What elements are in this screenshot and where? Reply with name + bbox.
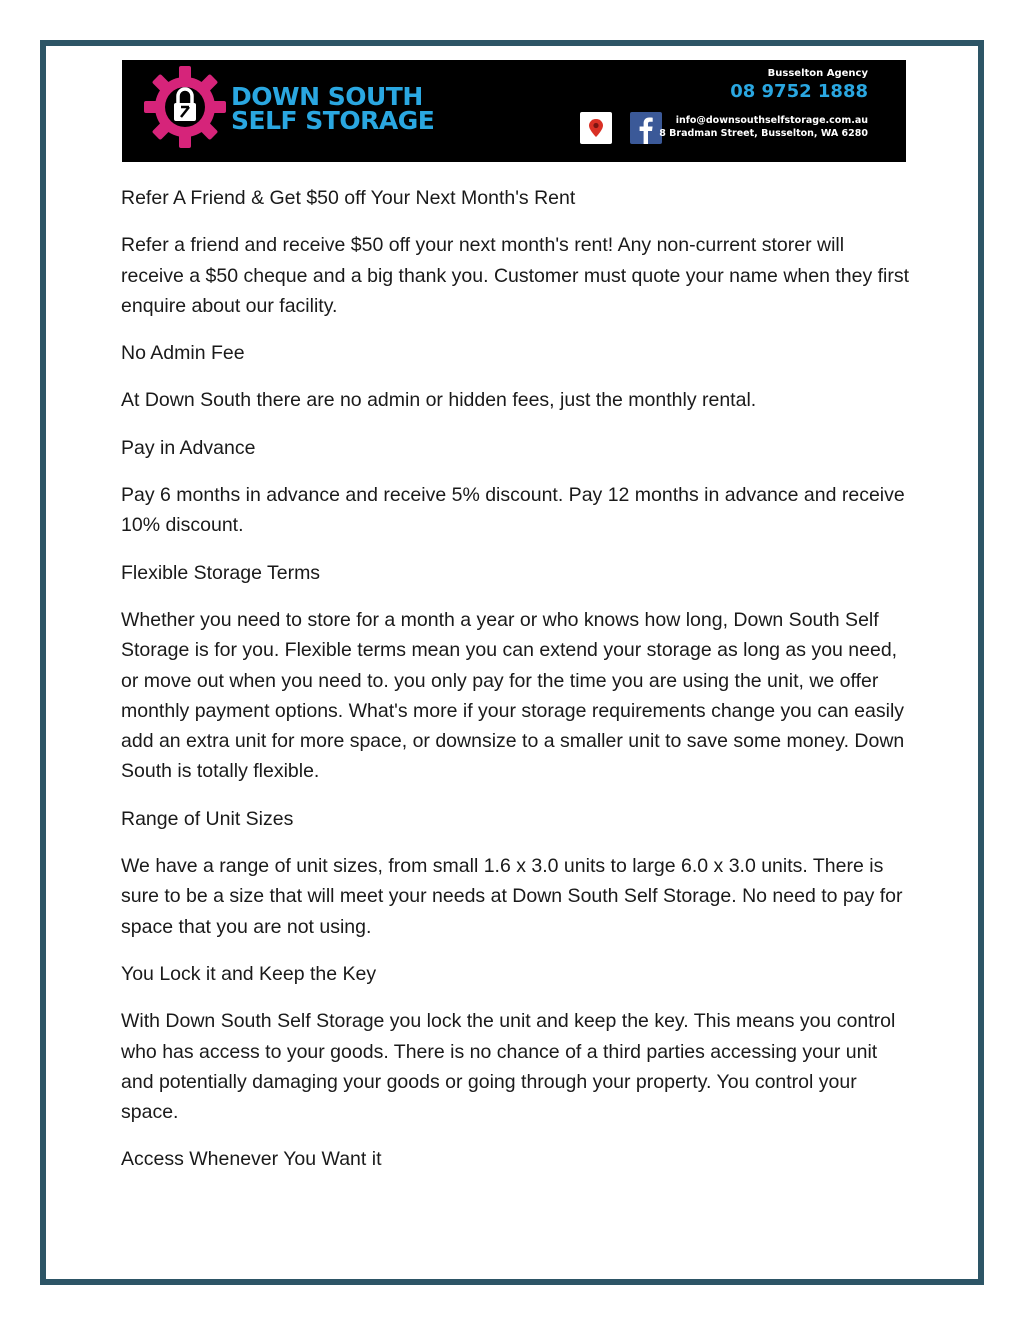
section-heading: Range of Unit Sizes (121, 807, 294, 830)
facebook-icon[interactable] (630, 112, 662, 144)
section-body: Whether you need to store for a month a year or who knows how long, Down South Self Storage is for you. Flexible terms mean you can extend your storage as long as you need, or move out when you need to. you only pay for the time you are using the unit, we offer monthly payment options. What's more if your storage requirements change you can easily add an extra unit for more space, or downsize to a smaller unit to save some money. Down South is totally flexible. (121, 608, 905, 783)
email-address[interactable]: info@downsouthselfstorage.com.au (675, 115, 868, 126)
agency-label: Busselton Agency (767, 68, 868, 79)
street-address: 8 Bradman Street, Busselton, WA 6280 (659, 128, 868, 139)
section-heading: No Admin Fee (121, 342, 245, 365)
phone-number[interactable]: 08 9752 1888 (730, 81, 868, 102)
section-body: Refer a friend and receive $50 off your next month's rent! Any non-current storer will receive a $50 cheque and a big thank you. Customer must quote your name when they first enquire about our facility. (121, 234, 910, 317)
section-body: Pay 6 months in advance and receive 5% discount. Pay 12 months in advance and receive 10% discount. (121, 484, 905, 537)
header-banner (122, 60, 906, 162)
section-body: At Down South there are no admin or hidden fees, just the monthly rental. (121, 389, 757, 412)
document-body (121, 183, 911, 1192)
section-heading: Refer A Friend & Get $50 off Your Next Month's Rent (121, 187, 576, 209)
section-body: With Down South Self Storage you lock the unit and keep the key. This means you control who has access to your goods. There is no chance of a third parties accessing your unit and potentially damaging your goods or going through your property. You control your space. (121, 1010, 896, 1124)
brand-name-line2: SELF STORAGE (231, 106, 435, 135)
gear-lock-logo-icon (144, 64, 226, 150)
section-heading: Flexible Storage Terms (121, 561, 321, 584)
section-heading: Access Whenever You Want it (121, 1148, 382, 1171)
section-body: We have a range of unit sizes, from small 1.6 x 3.0 units to large 6.0 x 3.0 units. There is sure to be a size that will meet your needs at Down South Self Storage. No need to pay for space that you are not using. (121, 855, 903, 938)
map-pin-icon[interactable] (580, 112, 612, 144)
brand-name-line1: DOWN SOUTH (231, 82, 423, 111)
section-heading: Pay in Advance (121, 436, 256, 459)
section-heading: You Lock it and Keep the Key (121, 962, 377, 985)
